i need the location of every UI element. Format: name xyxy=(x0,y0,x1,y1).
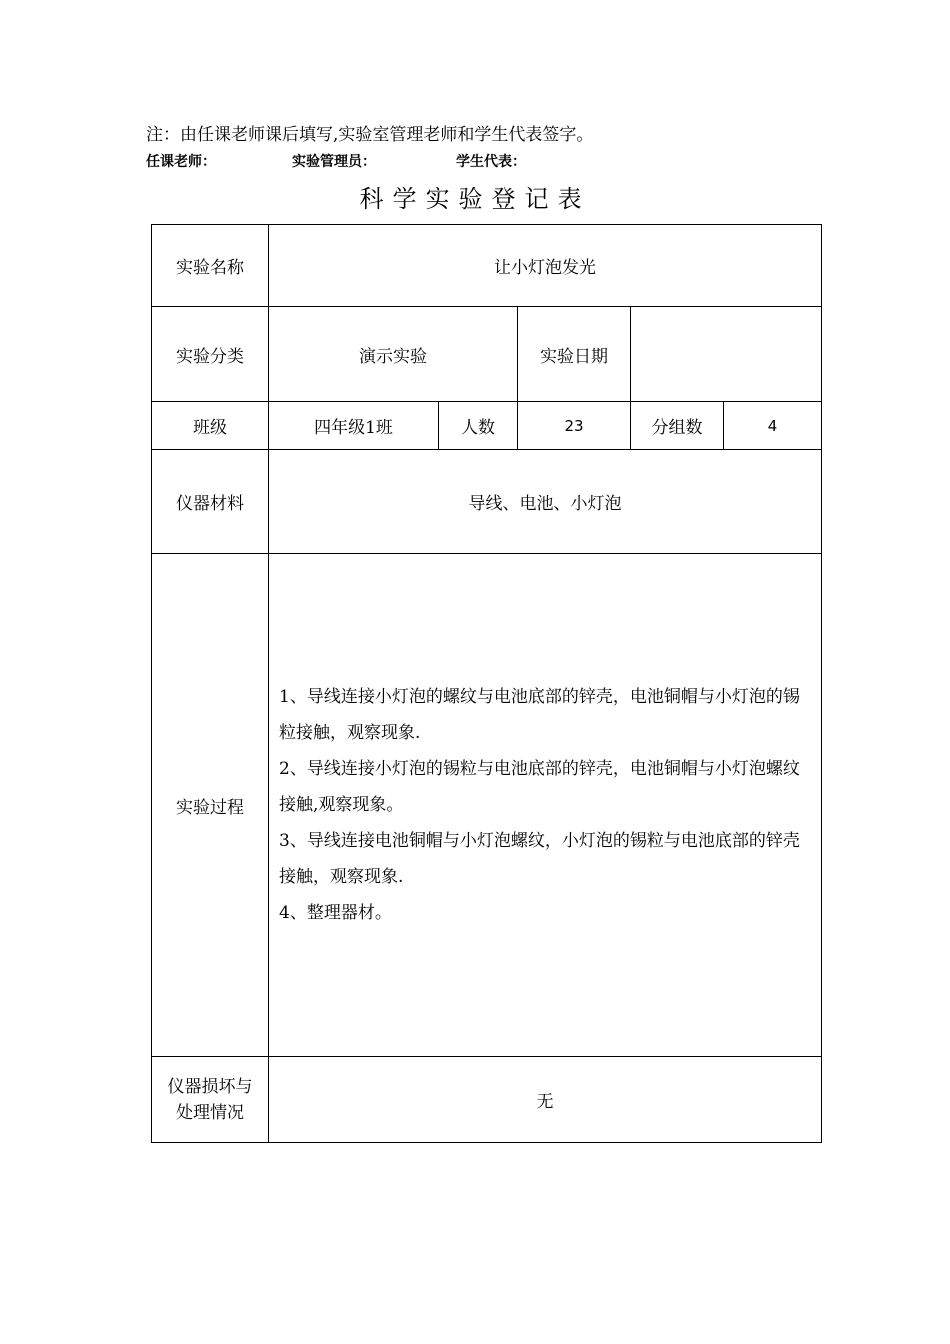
experiment-register-table xyxy=(151,224,822,1143)
experiment-name-value: 让小灯泡发光 xyxy=(269,225,822,307)
row-damage xyxy=(152,1057,822,1143)
process-step: 3、导线连接电池铜帽与小灯泡螺纹，小灯泡的锡粒与电池底部的锌壳接触，观察现象. xyxy=(279,831,800,887)
damage-value: 无 xyxy=(269,1057,822,1143)
damage-label-line1: 仪器损坏与 xyxy=(167,1076,253,1097)
process-step: 4、整理器材。 xyxy=(279,903,392,923)
student-count-value: 23 xyxy=(518,402,631,450)
materials-value: 导线、电池、小灯泡 xyxy=(269,450,822,554)
class-label: 班级 xyxy=(152,402,269,450)
experiment-date-value xyxy=(631,307,822,402)
student-rep-signature-label: 学生代表： xyxy=(456,154,526,170)
row-experiment-category xyxy=(152,307,822,402)
form-note: 注：由任课老师课后填写,实验室管理老师和学生代表签字。 xyxy=(146,125,594,145)
experiment-category-label: 实验分类 xyxy=(152,307,269,402)
experiment-name-label: 实验名称 xyxy=(152,225,269,307)
process-step: 2、导线连接小灯泡的锡粒与电池底部的锌壳，电池铜帽与小灯泡螺纹接触,观察现象。 xyxy=(279,759,800,815)
group-count-label: 分组数 xyxy=(631,402,724,450)
experiment-date-label: 实验日期 xyxy=(518,307,631,402)
process-steps xyxy=(269,554,822,1057)
row-class-info xyxy=(152,402,822,450)
materials-label: 仪器材料 xyxy=(152,450,269,554)
group-count-value: 4 xyxy=(724,402,822,450)
lab-admin-signature-label: 实验管理员： xyxy=(292,154,376,170)
row-materials xyxy=(152,450,822,554)
experiment-category-value: 演示实验 xyxy=(269,307,518,402)
student-count-label: 人数 xyxy=(439,402,518,450)
form-title: 科学实验登记表 xyxy=(359,185,591,213)
row-experiment-name xyxy=(152,225,822,307)
signature-line xyxy=(146,152,846,174)
damage-label-line2: 处理情况 xyxy=(176,1102,244,1123)
process-step: 1、导线连接小灯泡的螺纹与电池底部的锌壳，电池铜帽与小灯泡的锡粒接触，观察现象. xyxy=(279,687,800,743)
process-label: 实验过程 xyxy=(152,554,269,1057)
row-process xyxy=(152,554,822,1057)
teacher-signature-label: 任课老师： xyxy=(146,154,216,170)
damage-label xyxy=(152,1057,269,1143)
class-value: 四年级1班 xyxy=(269,402,439,450)
